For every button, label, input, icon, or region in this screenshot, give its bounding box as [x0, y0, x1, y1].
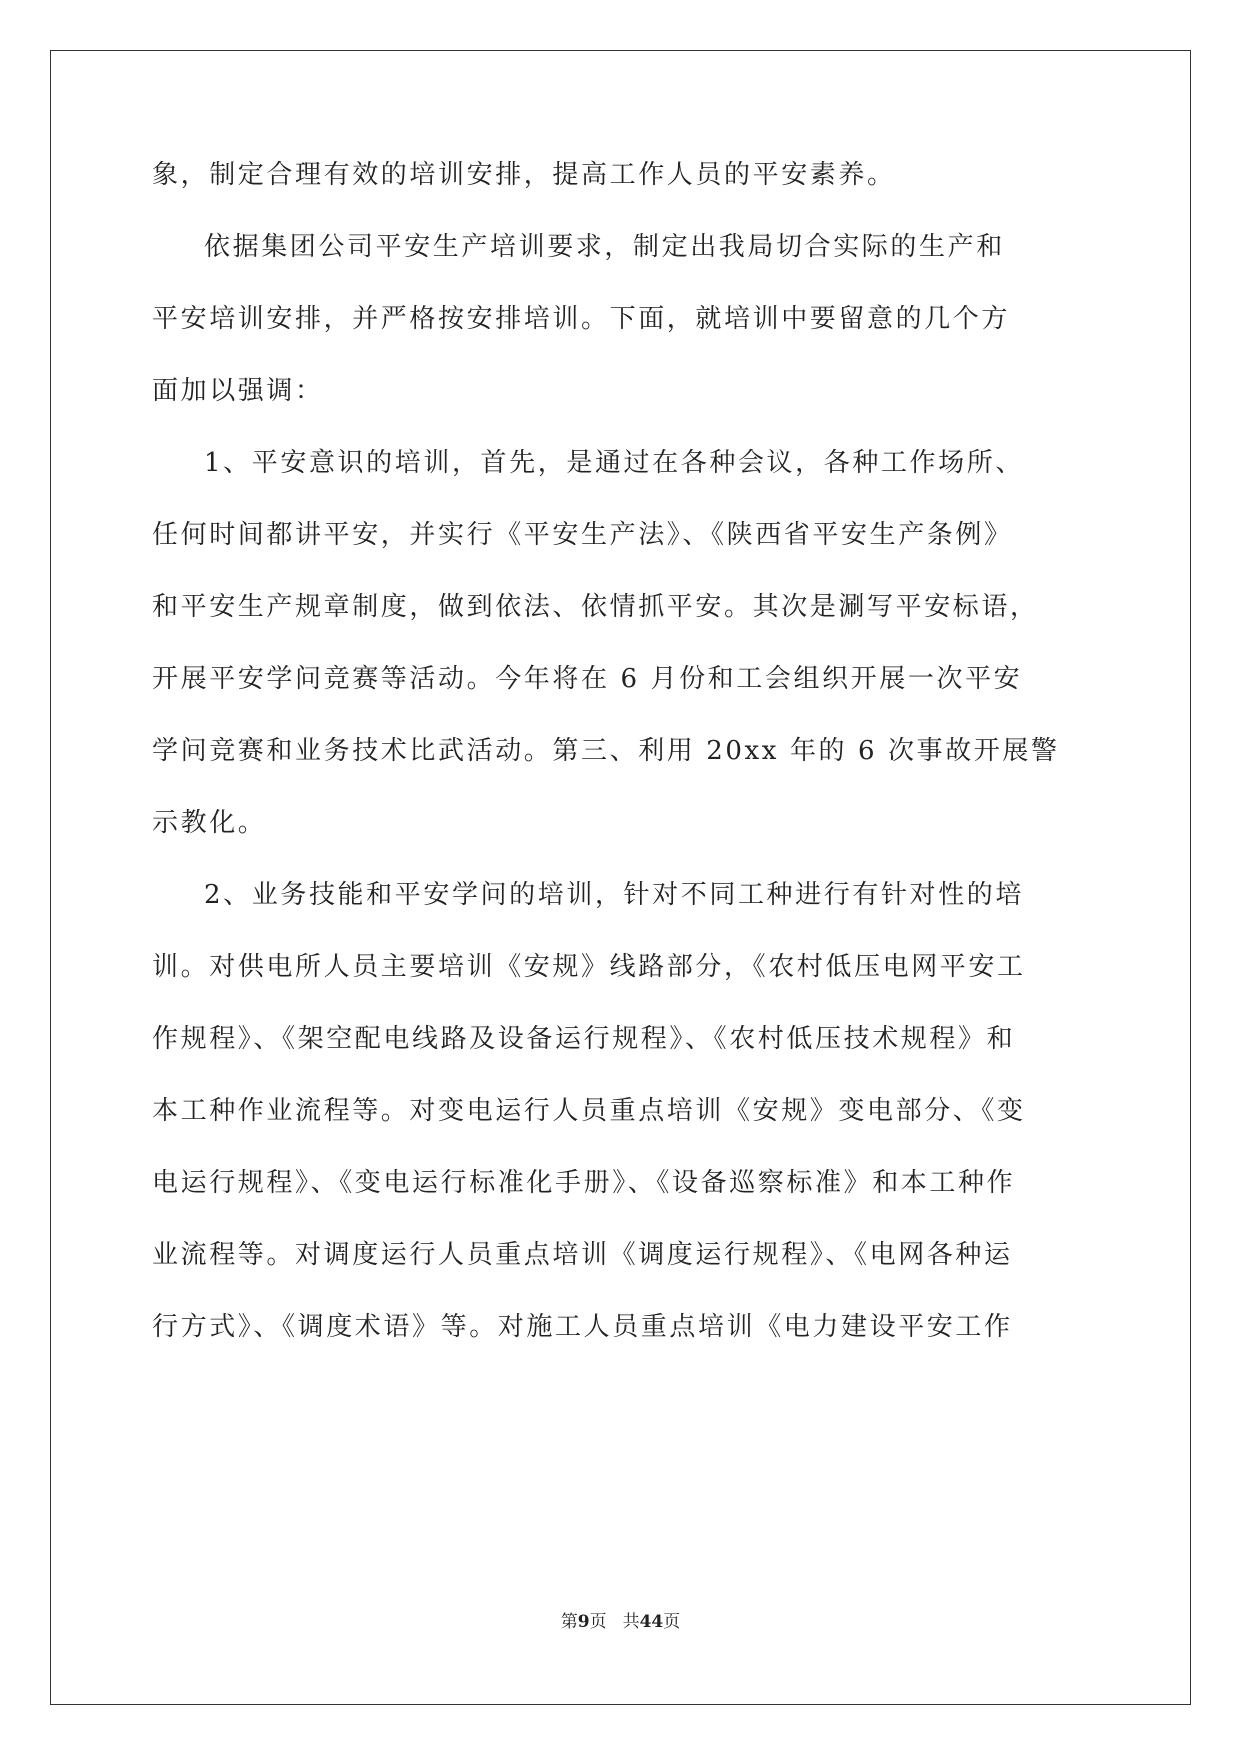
text-line-14: 本工种作业流程等。对变电运行人员重点培训《安规》变电部分、《变: [152, 1096, 1026, 1126]
page-footer: [0, 1610, 1241, 1634]
total-prefix: 共: [622, 1612, 640, 1632]
paragraph-start-line: 2、业务技能和平安学问的培训，针对不同工种进行有针对性的培: [204, 880, 1024, 910]
text-line-4: 面加以强调：: [152, 376, 324, 406]
paragraph-start-line: 依据集团公司平安生产培训要求，制定出我局切合实际的生产和: [204, 232, 1005, 262]
text-line-1: 象，制定合理有效的培训安排，提高工作人员的平安素养。: [152, 160, 896, 190]
text-line-10: 示教化。: [152, 808, 267, 838]
page-number: 9: [577, 1612, 590, 1632]
text-line-7: 和平安生产规章制度，做到依法、依情抓平安。其次是涮写平安标语，: [152, 592, 1039, 622]
total-suffix: 页: [663, 1612, 681, 1632]
text-line-16: 业流程等。对调度运行人员重点培训《调度运行规程》、《电网各种运: [152, 1240, 1013, 1270]
page-suffix: 页: [589, 1612, 607, 1632]
text-line-17: 行方式》、《调度术语》等。对施工人员重点培训《电力建设平安工作: [152, 1312, 1013, 1342]
text-line-3: 平安培训安排，并严格按安排培训。下面，就培训中要留意的几个方: [152, 304, 1011, 334]
text-line-9: 学问竞赛和业务技术比武活动。第三、利用 20xx 年的 6 次事故开展警: [152, 736, 1060, 766]
paragraph-start-line: 1、平安意识的培训，首先，是通过在各种会议，各种工作场所、: [204, 448, 1024, 478]
total-pages: 44: [639, 1612, 664, 1632]
page-prefix: 第: [560, 1612, 578, 1632]
text-line-15: 电运行规程》、《变电运行标准化手册》、《设备巡察标准》和本工种作: [152, 1168, 1016, 1198]
text-line-8: 开展平安学问竞赛等活动。今年将在 6 月份和工会组织开展一次平安: [152, 664, 1023, 694]
text-line-6: 任何时间都讲平安，并实行《平安生产法》、《陕西省平安生产条例》: [152, 520, 1013, 550]
text-line-12: 训。对供电所人员主要培训《安规》线路部分，《农村低压电网平安工: [152, 952, 1026, 982]
text-line-13: 作规程》、《架空配电线路及设备运行规程》、《农村低压技术规程》和: [152, 1024, 1016, 1054]
